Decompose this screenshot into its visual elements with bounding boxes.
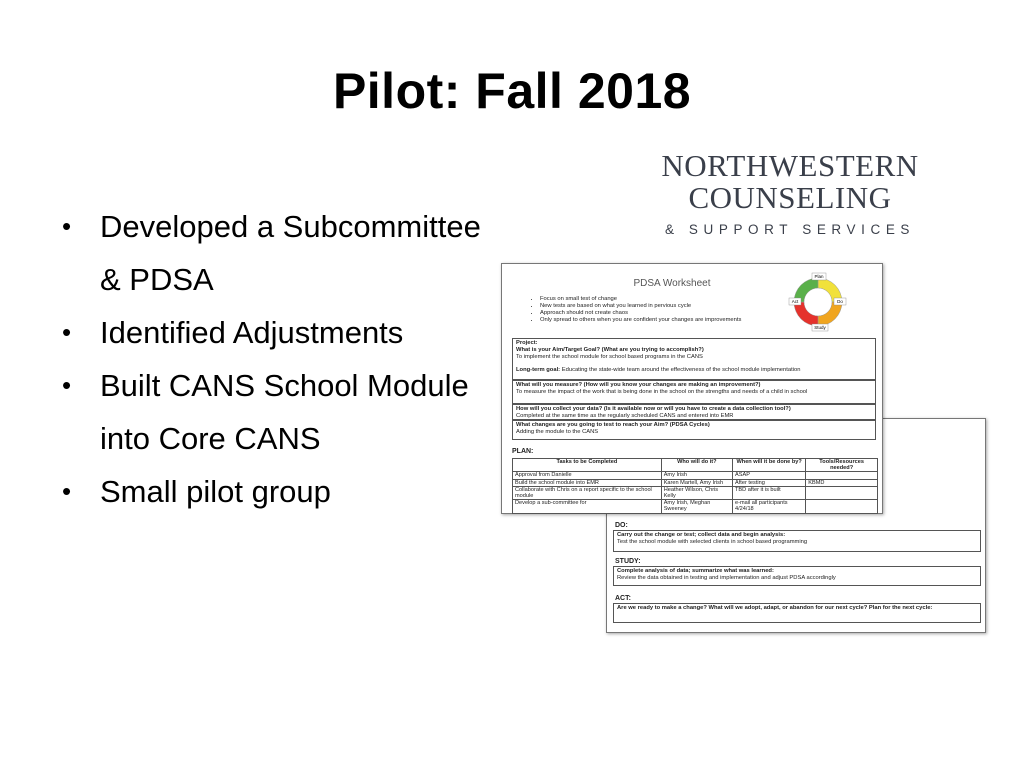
slide-title: Pilot: Fall 2018 xyxy=(332,63,692,119)
changes-box: What changes are you going to test to reach your Aim? (PDSA Cycles) Adding the module to the CANS xyxy=(512,420,876,440)
bullet-item: • Built CANS School Module into Core CANS xyxy=(62,359,492,465)
table-row: Develop a sub-committee for Amy Irish, Meghan Sweeney e-mail all participants 4/24/18 xyxy=(513,500,878,513)
aim-box: Project: What is your Aim/Target Goal? (What are you trying to accomplish?) To implement the school module for school based programs in the CANS Long-term goal: Educating the state-wide team around the effectiveness of the school module implementation xyxy=(512,338,876,380)
study-box: Complete analysis of data; summarize what was learned: Review the data obtained in testing and implementation and adjust PDSA accordingly xyxy=(613,566,981,586)
collect-box: How will you collect your data? (Is it available now or will you have to create a data collection tool?) Completed at the same time as the regularly scheduled CANS and entered into EMR xyxy=(512,404,876,420)
plan-label: PLAN: xyxy=(512,448,534,455)
table-row: Collaborate with Chris on a report specific to the school module Heather Wilson, Chris Kelly TBD after it is built xyxy=(513,486,878,499)
plan-header: When will it be done by? xyxy=(733,459,806,472)
bullet-icon: • xyxy=(62,317,72,347)
plan-header: Tools/Resources needed? xyxy=(806,459,878,472)
logo-line-1: NORTHWESTERN xyxy=(661,148,919,183)
bullet-item: • Developed a Subcommittee & PDSA xyxy=(62,200,492,306)
study-label: STUDY: xyxy=(615,558,641,565)
bullet-icon: • xyxy=(62,370,72,400)
bullet-icon: • xyxy=(62,476,72,506)
plan-header: Who will do it? xyxy=(661,459,732,472)
note-item: • Focus on small test of change xyxy=(540,296,741,303)
pdsa-cycle-diagram xyxy=(788,272,848,334)
act-label: ACT: xyxy=(615,595,631,602)
bullet-item: • Identified Adjustments xyxy=(62,306,492,359)
bullet-list xyxy=(62,200,492,518)
table-row: Build the school module into EMR Karen Martell, Amy Irish After testing KBMD xyxy=(513,479,878,486)
worksheet-title: PDSA Worksheet xyxy=(633,278,711,289)
note-item: • Approach should not create chaos xyxy=(540,310,741,317)
cycle-study-arc xyxy=(794,302,818,326)
worksheet-notes xyxy=(532,296,741,324)
cycle-do-label: Do xyxy=(837,299,843,305)
worksheet-page-1 xyxy=(501,263,883,514)
bullet-icon: • xyxy=(62,211,72,241)
table-row: Approval from Danielle Amy Irish ASAP xyxy=(513,472,878,479)
cycle-study-label: Study xyxy=(814,325,826,331)
do-label: DO: xyxy=(615,522,628,529)
cycle-plan-label: Plan xyxy=(814,274,824,280)
measure-box: What will you measure? (How will you know your changes are making an improvement?) To measure the impact of the work that is being done in the school on the strengths and needs of a child in school xyxy=(512,380,876,404)
logo-line-3: & SUPPORT SERVICES xyxy=(664,222,916,237)
cycle-act-label: Act xyxy=(791,299,799,305)
note-item: • New tests are based on what you learned in pervious cycle xyxy=(540,303,741,310)
act-box: Are we ready to make a change? What will we adopt, adapt, or abandon for our next cycle? Plan for the next cycle: xyxy=(613,603,981,623)
logo-line-2: COUNSELING xyxy=(688,180,892,215)
cycle-do-arc xyxy=(818,302,842,326)
bullet-item: • Small pilot group xyxy=(62,465,492,518)
do-box: Carry out the change or test; collect data and begin analysis: Test the school module with selected clients in school based programming xyxy=(613,530,981,552)
note-item: • Only spread to others when you are confident your changes are improvements xyxy=(540,317,741,324)
plan-table xyxy=(512,458,878,514)
organization-logo xyxy=(645,150,935,237)
plan-header: Tasks to be Completed xyxy=(513,459,662,472)
plan-header-row xyxy=(513,459,878,472)
